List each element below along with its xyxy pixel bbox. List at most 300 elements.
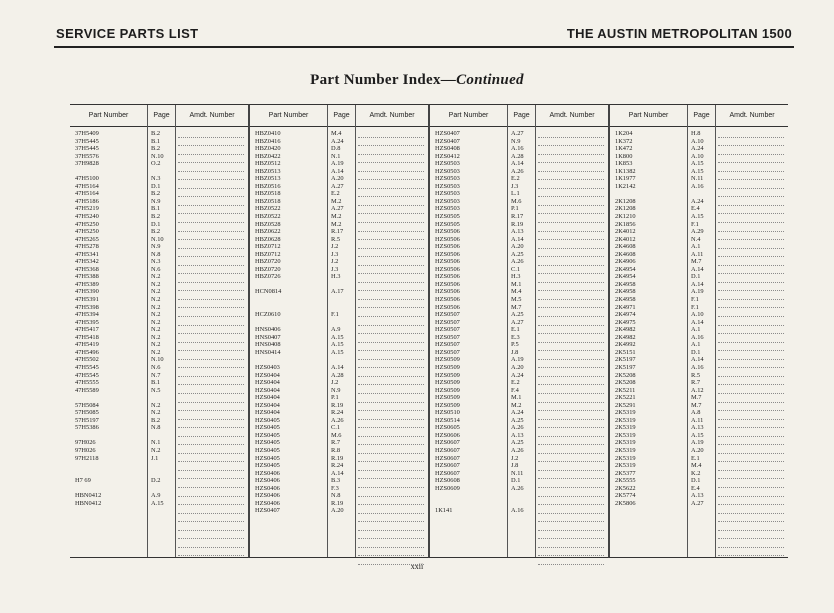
page-cell: N.2 [151,341,161,349]
amdt-entry-line [718,369,784,377]
amdt-entry-line [358,506,424,514]
part-number-cell [70,485,147,493]
amdt-entry-line [718,215,784,223]
part-number-cell: 97H026 [75,446,96,454]
part-number-cell: HZS0405 [255,416,280,424]
amdt-number-column [355,105,428,557]
part-number-cell: HBZ0518 [255,197,281,205]
amdt-entry-line [178,156,244,164]
amdt-entry-line [178,369,244,377]
page-cell: A.20 [331,175,344,183]
page-cell: N.5 [151,386,161,394]
part-number-cell: HZS0507 [435,333,460,341]
part-number-cell: 37H5445 [75,137,99,145]
amdt-entry-line [358,532,424,540]
page-cell: J.3 [511,182,519,190]
part-number-cell: HZS0607 [435,462,460,470]
amdt-entry-line [718,352,784,360]
part-number-cell: HBZ0410 [255,130,281,137]
part-number-cell: HZS0503 [435,182,460,190]
part-number-cell: HZS0608 [435,477,460,485]
part-number-cell [430,492,507,500]
amdt-entry-line [538,292,604,300]
page-cell: B.1 [151,137,161,145]
page-cell [328,319,355,327]
amdt-entry-line [178,540,244,548]
page-cell: A.14 [511,160,524,168]
page-cell: M.7 [691,258,702,266]
amdt-entry-line [358,301,424,309]
part-number-cell: HZS0406 [255,499,280,507]
part-number-cell: 2K5319 [615,462,636,470]
page-cell: A.11 [691,416,704,424]
part-number-cell: 47H5164 [75,190,99,198]
amdt-entry-line [178,480,244,488]
amdt-entry-line [718,480,784,488]
page-cell: P.1 [331,394,339,402]
part-number-cell [250,304,327,312]
part-number-cell: HZS0509 [435,394,460,402]
part-number-cell: 2K5319 [615,431,636,439]
page-cell: N.7 [151,371,161,379]
amdt-entry-line [178,224,244,232]
amdt-entry-line [358,412,424,420]
part-number-cell: HZS0403 [255,363,280,371]
part-number-cell: HZS0406 [255,469,280,477]
amdt-entry-line [538,532,604,540]
page-cell: A.14 [331,469,344,477]
page-column-header: Page [333,112,350,119]
amdt-entry-line [718,301,784,309]
part-number-cell: HZS0503 [435,197,460,205]
part-number-cell [70,394,147,402]
part-number-cell: 2K4608 [615,250,636,258]
page-cell: A.14 [691,356,704,364]
part-number-cell: 47H5265 [75,235,99,243]
page-cell: A.8 [691,409,701,417]
part-number-cell: HZS0506 [435,280,460,288]
page-cell: F.3 [331,484,339,492]
part-number-cell: 2K4954 [615,265,636,273]
part-number-cell: HZS0405 [255,462,280,470]
page-cell: A.1 [691,326,701,334]
part-number-cell: 1K141 [435,507,453,515]
page-cell: B.2 [151,213,161,221]
amdt-entry-line [538,181,604,189]
page-cell: C.1 [511,265,521,273]
page-cell: R.8 [331,446,341,454]
part-number-cell: HZS0509 [435,363,460,371]
page-cell: A.20 [331,507,344,515]
page-cell: A.15 [691,213,704,221]
page-number: xxii [410,562,424,571]
page-cell: A.25 [511,416,524,424]
amdt-entry-line [358,378,424,386]
amdt-entry-line [178,190,244,198]
amdt-entry-line [358,224,424,232]
page-title [0,72,834,89]
part-number-cell: 1K853 [615,160,633,168]
part-number-cell: 2K5377 [615,469,636,477]
part-number-cell: 2K5319 [615,439,636,447]
part-number-cell: HBZ0622 [255,228,281,236]
page-cell: J.1 [151,454,159,462]
page-cell: A.10 [691,137,704,145]
amdt-entry-line [178,292,244,300]
part-number-cell: HZS0506 [435,228,460,236]
page-cell: R.5 [691,371,701,379]
part-number-cell: 2K5319 [615,409,636,417]
page-cell: A.15 [691,431,704,439]
amdt-entry-line [358,421,424,429]
page-cell: B.2 [151,416,161,424]
page-cell: R.19 [331,454,344,462]
part-number-cell: HBZ0420 [255,145,281,153]
page-cell: N.9 [151,197,161,205]
amdt-entry-line [358,335,424,343]
page-cell: J.3 [331,250,339,258]
page-cell: J.8 [511,462,519,470]
page-cell: A.13 [511,431,524,439]
part-number-cell: 47H5391 [75,296,99,304]
amdt-entry-line [538,489,604,497]
header-right-title: THE AUSTIN METROPOLITAN 1500 [566,26,792,41]
page-cell: M.2 [331,220,342,228]
page-column-header: Page [153,112,170,119]
page-cell: R.19 [331,499,344,507]
part-number-cell: 2K4971 [615,303,636,311]
page-cell: M.7 [691,401,702,409]
amdt-entry-line [718,250,784,258]
amdt-entry-line [718,207,784,215]
page-cell: N.2 [151,280,161,288]
amdt-entry-line [358,181,424,189]
amdt-entry-line [178,386,244,394]
page-cell: B.2 [151,228,161,236]
amdt-entry-line [718,224,784,232]
part-number-cell [430,500,507,508]
amdt-entry-line [358,429,424,437]
part-number-cell: HZS0506 [435,273,460,281]
amdt-entry-line [538,369,604,377]
part-number-cell: 47H5278 [75,243,99,251]
part-number-cell: HBZ0522 [255,213,281,221]
amdt-entry-line [178,250,244,258]
page-cell: D.1 [511,477,521,485]
amdt-entry-line [538,352,604,360]
page-cell: D.1 [691,477,701,485]
amdt-entry-line [358,327,424,335]
part-number-cell: HZS0406 [255,477,280,485]
page-cell: A.27 [691,499,704,507]
amdt-entry-line [178,207,244,215]
amdt-entry-line [178,284,244,292]
page-cell: F.1 [691,303,699,311]
page-cell: M.4 [691,462,702,470]
page-cell: N.10 [151,235,164,243]
page-cell [508,500,535,508]
part-number-cell: HZS0506 [435,243,460,251]
part-number-cell: 47H5390 [75,288,99,296]
part-number-cell: 2K5319 [615,454,636,462]
amdt-entry-line [718,327,784,335]
part-number-cell: HCZ0610 [255,311,281,319]
amdt-entry-line [718,472,784,480]
part-number-cell: HZS0407 [435,130,460,137]
amdt-entry-line [358,498,424,506]
part-number-cell: 1K2142 [615,182,636,190]
part-number-cell: 1K1977 [615,175,636,183]
amdt-entry-line [718,275,784,283]
part-number-cell: 47H5545 [75,371,99,379]
amdt-entry-line [178,164,244,172]
part-number-cell: HNS0414 [255,348,281,356]
part-number-cell: 37H5576 [75,152,99,160]
part-number-cell: HZS0506 [435,258,460,266]
part-number-cell: HZS0505 [435,213,460,221]
part-number-cell: 47H5394 [75,311,99,319]
page-cell [148,462,175,470]
page-cell: A.26 [511,484,524,492]
part-number-cell: 2K5291 [615,401,636,409]
amdt-entry-line [538,173,604,181]
page-cell: P.5 [511,341,519,349]
page-cell: B.2 [151,130,161,137]
part-number-cell: 1K800 [615,152,633,160]
amdt-entry-line [358,275,424,283]
page-cell: A.15 [691,167,704,175]
amdt-entry-line [358,549,424,557]
amdt-entry-line [358,139,424,147]
part-number-cell: HZS0510 [435,409,460,417]
page-cell: N.2 [151,311,161,319]
amdt-entry-line [538,207,604,215]
part-number-cell: HZS0404 [255,409,280,417]
part-number-cell: HCN0814 [255,288,282,296]
part-number-cell: HZS0503 [435,160,460,168]
part-number-cell: 2K5555 [615,477,636,485]
amdt-entry-line [358,215,424,223]
amdt-entry-line [178,147,244,155]
page-cell: R.17 [511,213,524,221]
part-number-cell: 47H5186 [75,197,99,205]
page-cell: A.20 [691,446,704,454]
part-number-cell: 57H5085 [75,409,99,417]
page-cell: A.20 [511,243,524,251]
page-cell: A.27 [331,182,344,190]
page-cell: N.9 [331,386,341,394]
page-cell: B.1 [151,379,161,387]
page-cell: D.1 [691,348,701,356]
part-number-column [610,105,687,557]
page-column [147,105,175,557]
part-number-cell: 2K4012 [615,235,636,243]
amdt-entry-line [358,207,424,215]
part-number-cell: 1K372 [615,137,633,145]
page-cell: A.26 [331,416,344,424]
page-cell: J.2 [331,243,339,251]
page-cell: N.2 [151,446,161,454]
part-number-cell: 2K1208 [615,205,636,213]
page-cell: N.11 [511,469,524,477]
page-cell: N.2 [151,409,161,417]
part-number-cell: HBZ0712 [255,250,281,258]
amdt-entry-line [718,147,784,155]
amdt-entry-line [178,498,244,506]
amdt-entry-line [178,327,244,335]
page-cell: A.14 [691,265,704,273]
amdt-entry-line [718,378,784,386]
index-block [248,104,428,558]
part-number-cell: 2K1208 [615,197,636,205]
amdt-entry-line [358,156,424,164]
page-cell: M.6 [331,431,342,439]
page-cell: A.26 [511,258,524,266]
part-number-cell: 47H5368 [75,265,99,273]
amdt-entry-line [358,190,424,198]
part-number-cell: HBZ0522 [255,205,281,213]
part-number-cell: HBZ0516 [255,182,281,190]
amdt-entry-line [718,156,784,164]
part-number-cell: HBZ0513 [255,167,281,175]
amdt-entry-line [718,181,784,189]
amdt-entry-line [178,549,244,557]
part-number-cell: 2K4974 [615,311,636,319]
amdt-entry-line [538,549,604,557]
page-cell: E.1 [691,454,700,462]
page-cell: B.3 [331,477,341,485]
amdt-entry-line [538,139,604,147]
part-number-cell: HBZ0416 [255,137,281,145]
page-cell: N.6 [151,265,161,273]
amdt-number-column [535,105,608,557]
part-number-cell: 2K5208 [615,379,636,387]
part-number-cell: HBZ0720 [255,258,281,266]
part-number-cell: 2K5622 [615,484,636,492]
amdt-number-column-header: Amdt. Number [189,112,235,119]
part-number-column-header: Part Number [448,112,489,119]
page-column-header: Page [693,112,710,119]
part-number-cell: 47H5502 [75,356,99,364]
page-cell: A.1 [691,341,701,349]
amdt-entry-line [538,412,604,420]
part-number-cell: HZS0507 [435,318,460,326]
part-number-cell: 2K4012 [615,228,636,236]
part-number-cell: HZS0405 [255,431,280,439]
amdt-entry-line [718,540,784,548]
page-cell: E.2 [511,379,520,387]
amdt-entry-line [358,233,424,241]
part-number-cell: 2K5774 [615,492,636,500]
amdt-entry-line [718,523,784,531]
part-number-cell: 47H5418 [75,333,99,341]
part-number-cell: 2K4958 [615,296,636,304]
part-number-cell: HBZ0513 [255,175,281,183]
page-cell: A.9 [331,326,341,334]
amdt-entry-line [538,463,604,471]
part-number-cell: HBN0412 [75,492,102,500]
part-number-cell: 2K5319 [615,416,636,424]
part-number-cell: 47H5496 [75,348,99,356]
page-cell: A.14 [691,318,704,326]
amdt-entry-line [718,386,784,394]
part-number-cell [250,296,327,304]
page-cell: R.19 [331,401,344,409]
amdt-entry-line [718,173,784,181]
part-number-cell [250,356,327,364]
page-cell: A.15 [691,160,704,168]
index-block [608,104,788,558]
page-cell: A.13 [511,228,524,236]
page-cell: A.14 [511,235,524,243]
amdt-entry-line [358,463,424,471]
page-cell: M.1 [511,394,522,402]
page-cell: H.3 [331,273,341,281]
amdt-number-column-header: Amdt. Number [369,112,415,119]
page-cell: M.7 [511,303,522,311]
page-cell: N.8 [151,250,161,258]
page-cell: R.7 [691,379,701,387]
page-cell: A.26 [511,424,524,432]
amdt-entry-line [358,164,424,172]
part-number-cell: 57H5197 [75,416,99,424]
page-cell [508,492,535,500]
part-number-cell: 2K5197 [615,356,636,364]
page-cell: A.24 [691,145,704,153]
page-cell: A.16 [691,363,704,371]
part-number-cell: HBZ0518 [255,190,281,198]
amdt-entry-line [718,164,784,172]
amdt-entry-line [538,241,604,249]
part-number-cell: 2K5197 [615,363,636,371]
amdt-entry-line [538,275,604,283]
part-number-cell: 2K5806 [615,499,636,507]
page-cell: O.2 [151,160,161,168]
page-cell: N.10 [151,152,164,160]
part-number-cell: 47H5219 [75,205,99,213]
page-cell: A.27 [511,318,524,326]
amdt-entry-line [178,181,244,189]
page-cell: R.17 [331,228,344,236]
page-cell: A.16 [511,145,524,153]
amdt-entry-line [538,472,604,480]
page-cell: A.19 [691,439,704,447]
part-number-cell: HZS0605 [435,424,460,432]
page-cell: N.1 [151,439,161,447]
amdt-entry-line [718,258,784,266]
amdt-entry-line [178,463,244,471]
part-number-cell: 2K4958 [615,280,636,288]
amdt-entry-line [178,267,244,275]
amdt-entry-line [718,292,784,300]
page-cell: D.8 [331,145,341,153]
amdt-entry-line [358,515,424,523]
part-number-cell: 47H5388 [75,273,99,281]
page-cell: D.1 [151,220,161,228]
part-number-cell: 47H5545 [75,363,99,371]
page-cell: A.27 [511,130,524,137]
amdt-entry-line [538,147,604,155]
amdt-entry-line [178,412,244,420]
part-number-cell: 1K472 [615,145,633,153]
part-number-cell: 47H5342 [75,258,99,266]
amdt-entry-line [718,404,784,412]
page-cell: M.4 [331,130,342,137]
part-number-cell: HZS0507 [435,326,460,334]
part-number-cell: HZS0607 [435,454,460,462]
title-main: Part Number Index— [310,72,457,88]
amdt-number-column [715,105,788,557]
